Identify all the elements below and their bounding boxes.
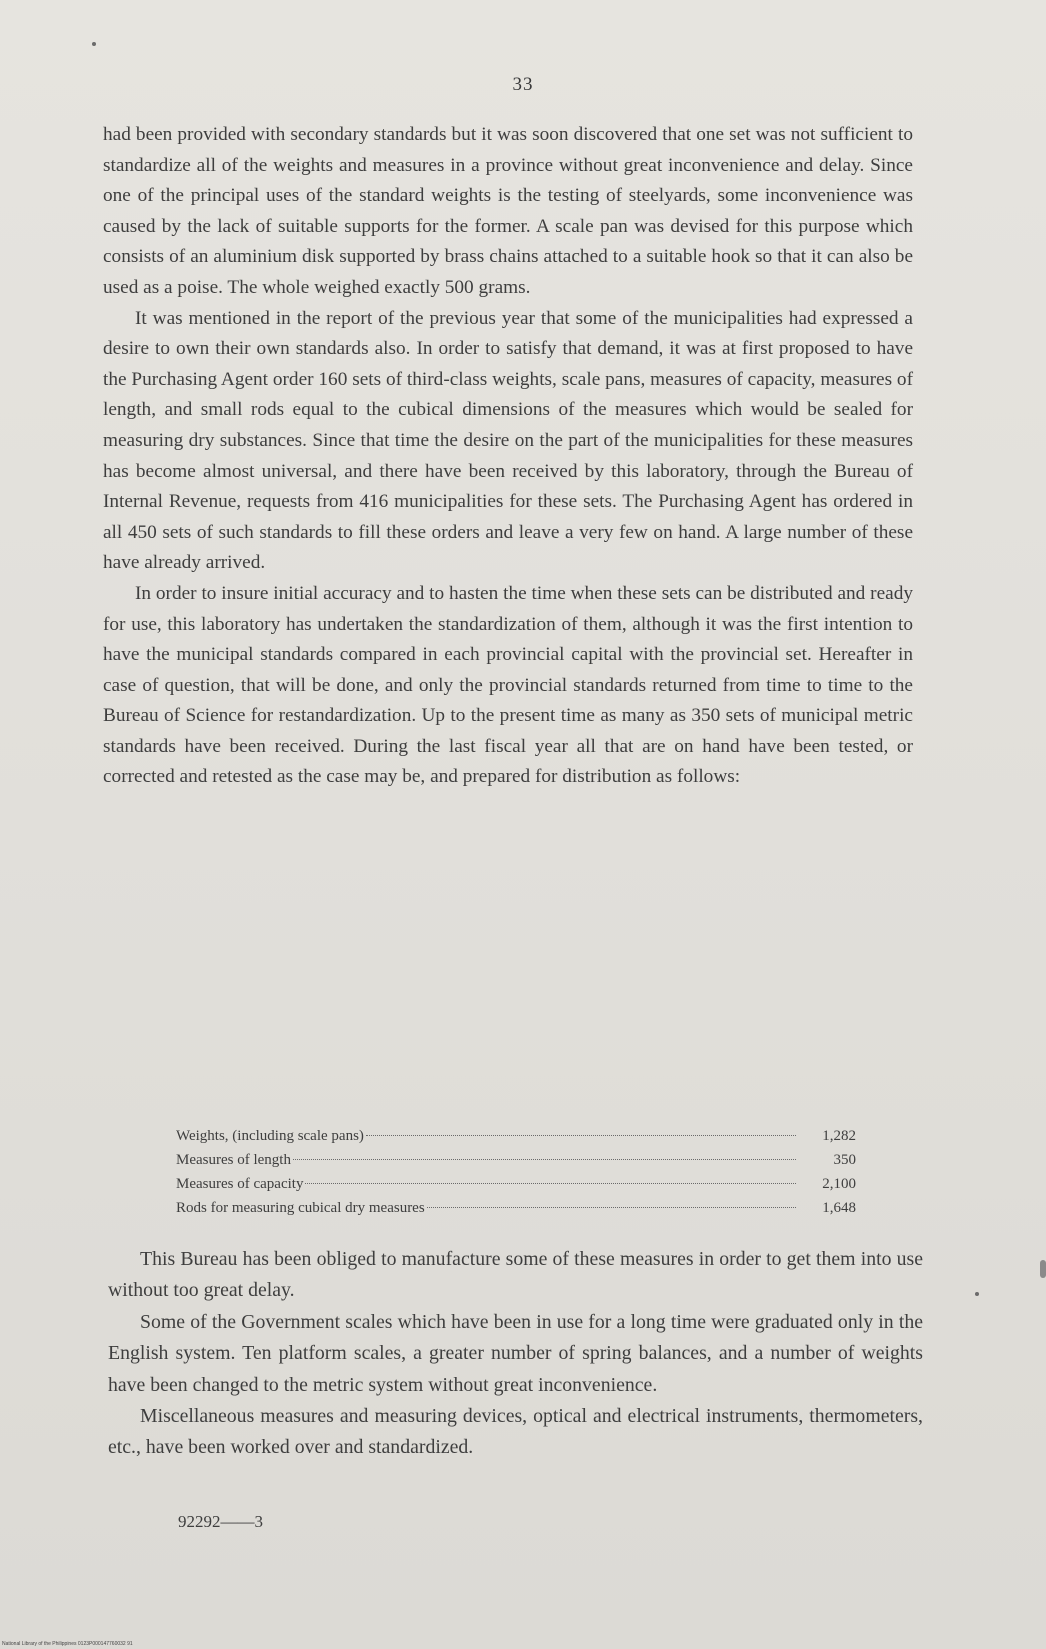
dot-leader [305, 1183, 796, 1184]
table-row-label: Weights, (including scale pans) [176, 1128, 364, 1144]
table-row [176, 1148, 856, 1172]
paragraph-4: This Bureau has been obliged to manufacture some of these measures in order to get them into use without too great delay. [108, 1248, 923, 1302]
table-row-value: 350 [833, 1152, 856, 1168]
standards-table [176, 1124, 856, 1220]
scan-speck [92, 42, 96, 46]
paragraph-6: Miscellaneous measures and measuring devices, optical and electrical instruments, thermometers, etc., have been worked over and standardized. [108, 1405, 923, 1459]
scan-speck [975, 1292, 979, 1296]
footer-credit: National Library of the Philippines 0123P000147760032 91 [2, 1641, 133, 1647]
dot-leader [366, 1135, 796, 1136]
page-number: 33 [512, 74, 534, 95]
paragraph-1: had been provided with secondary standards but it was soon discovered that one set was not sufficient to standardize all of the weights and measures in a province without great inconvenience and delay. Since one of the principal uses of the standard weights is the testing of steelyards, some inconvenience was caused by the lack of suitable supports for the former. A scale pan was devised for this purpose which consists of an aluminium disk supported by brass chains attached to a suitable hook so that it can also be used as a poise. The whole weighed exactly 500 grams. [103, 124, 913, 298]
paragraph-3: In order to insure initial accuracy and to hasten the time when these sets can be distributed and ready for use, this laboratory has undertaken the standardization of them, although it was the first intention to have the municipal standards compared in each provincial capital with the provincial set. Hereafter in case of question, that will be done, and only the provincial standards returned from time to time to the Bureau of Science for restandardization. Up to the present time as many as 350 sets of municipal metric standards have been received. During the last fiscal year all that are on hand have been tested, or corrected and retested as the case may be, and prepared for distribution as follows: [103, 582, 913, 788]
table-row-label: Measures of capacity [176, 1176, 304, 1192]
paragraph-5: Some of the Government scales which have been in use for a long time were graduated only in the English system. Ten platform scales, a greater number of spring balances, and a number of weights have been changed to the metric system without great inconvenience. [108, 1310, 923, 1396]
body-text-top [103, 120, 913, 793]
scan-speck [1040, 1260, 1046, 1278]
table-row-value: 1,648 [822, 1200, 856, 1216]
dot-leader [427, 1207, 796, 1208]
dot-leader [293, 1159, 796, 1160]
table-row [176, 1172, 856, 1196]
table-row [176, 1196, 856, 1220]
table-row-label: Rods for measuring cubical dry measures [176, 1200, 425, 1216]
signature-code: 92292——3 [178, 1512, 263, 1531]
table-row [176, 1124, 856, 1148]
table-row-value: 1,282 [822, 1128, 856, 1144]
paragraph-2: It was mentioned in the report of the previous year that some of the municipalities had expressed a desire to own their own standards also. In order to satisfy that demand, it was at first proposed to have the Purchasing Agent order 160 sets of third-class weights, scale pans, measures of capacity, measures of length, and small rods equal to the cubical dimensions of the measures which would be sealed for measuring dry substances. Since that time the desire on the part of the municipalities for these measures has become almost universal, and there have been received by this laboratory, through the Bureau of Internal Revenue, requests from 416 municipalities for these sets. The Purchasing Agent has ordered in all 450 sets of such standards to fill these orders and leave a very few on hand. A large number of these have already arrived. [103, 307, 913, 574]
body-text-bottom [108, 1244, 923, 1464]
table-row-value: 2,100 [822, 1176, 856, 1192]
table-row-label: Measures of length [176, 1152, 291, 1168]
